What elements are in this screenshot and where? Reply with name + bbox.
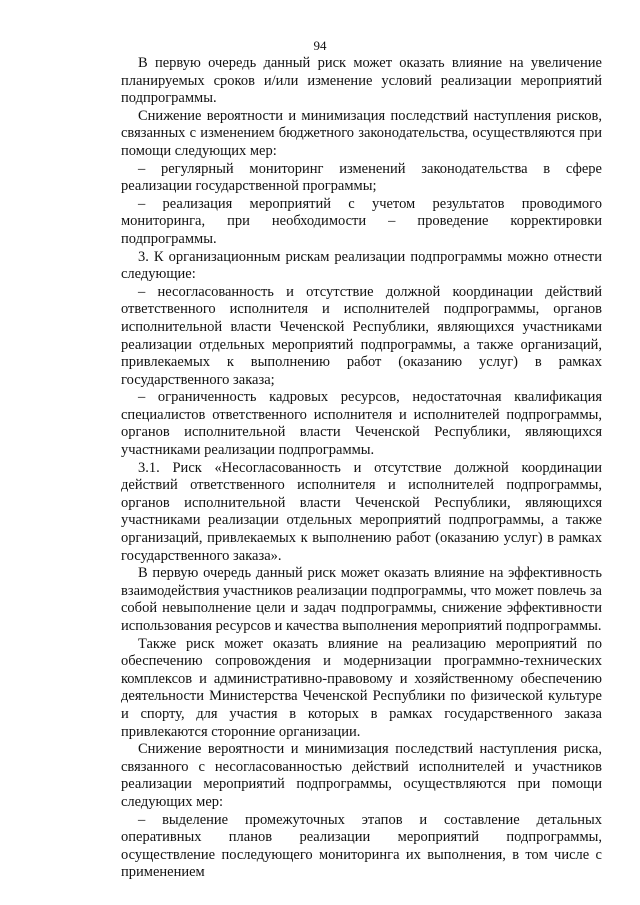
paragraph-budget-law-mitigation: Снижение вероятности и минимизация последствий наступления рисков, связанных с изменением бюджетного законодательства, осуществляются при помощи следующих мер: <box>121 107 602 159</box>
list-item-legislation-monitoring: – регулярный мониторинг изменений законодательства в сфере реализации государственной программы; <box>121 160 602 195</box>
list-item-program-adjustment: – реализация мероприятий с учетом результатов проводимого мониторинга, при необходимости – проведение корректировки подпрограммы. <box>121 195 602 247</box>
paragraph-risk-impact-support: Также риск может оказать влияние на реализацию мероприятий по обеспечению сопровождения и модернизации программно-технических комплексов и административно-правовому и хозяйственному обеспечению деятельности Министерства Чеченской Республики по физической культуре и спорту, для участия в которых в рамках государственного заказа привлекаются сторонние организации. <box>121 635 602 740</box>
list-item-intermediate-stages: – выделение промежуточных этапов и составление детальных оперативных планов реализации мероприятий подпрограммы, осуществление последующего мониторинга их выполнения, в том числе с применением <box>121 811 602 881</box>
paragraph-coordination-mitigation: Снижение вероятности и минимизация последствий наступления риска, связанного с несогласованностью действий исполнителей и участников реализации мероприятий подпрограммы, осуществляются при помощи следующих мер: <box>121 741 602 810</box>
body-text <box>121 55 602 882</box>
paragraph-risk-3-1: 3.1. Риск «Несогласованность и отсутствие должной координации действий ответственного исполнителя и исполнителей подпрограммы, органов исполнительной власти Чеченской Республики, являющихся участниками реализации отдельных мероприятий подпрограммы, а также организаций, привлекаемых к выполнению работ (оказанию услуг) в рамках государственного заказа». <box>121 459 602 564</box>
paragraph-risk-impact-efficiency: В первую очередь данный риск может оказать влияние на эффективность взаимодействия участников реализации подпрограммы, что может повлечь за собой невыполнение цели и задач подпрограммы, снижение эффективности использования ресурсов и качества выполнения мероприятий подпрограммы. <box>121 565 602 634</box>
list-item-coordination-risk: – несогласованность и отсутствие должной координации действий ответственного исполнителя и исполнителей подпрограммы, органов исполнительной власти Чеченской Республики, являющихся участниками реализации отдельных мероприятий подпрограммы, а также организаций, привлекаемых к выполнению работ (оказанию услуг) в рамках государственного заказа; <box>121 283 602 388</box>
list-item-staffing-risk: – ограниченность кадровых ресурсов, недостаточная квалификация специалистов ответственного исполнителя и исполнителей подпрограммы, органов исполнительной власти Чеченской Республики, являющихся участниками реализации подпрограммы. <box>121 389 602 459</box>
paragraph-risk-impact-deadlines: В первую очередь данный риск может оказать влияние на увеличение планируемых сроков и/или изменение условий реализации мероприятий подпрограммы. <box>121 55 602 107</box>
page-number: 94 <box>313 38 327 53</box>
paragraph-organizational-risks-heading: 3. К организационным рискам реализации подпрограммы можно отнести следующие: <box>121 248 602 283</box>
